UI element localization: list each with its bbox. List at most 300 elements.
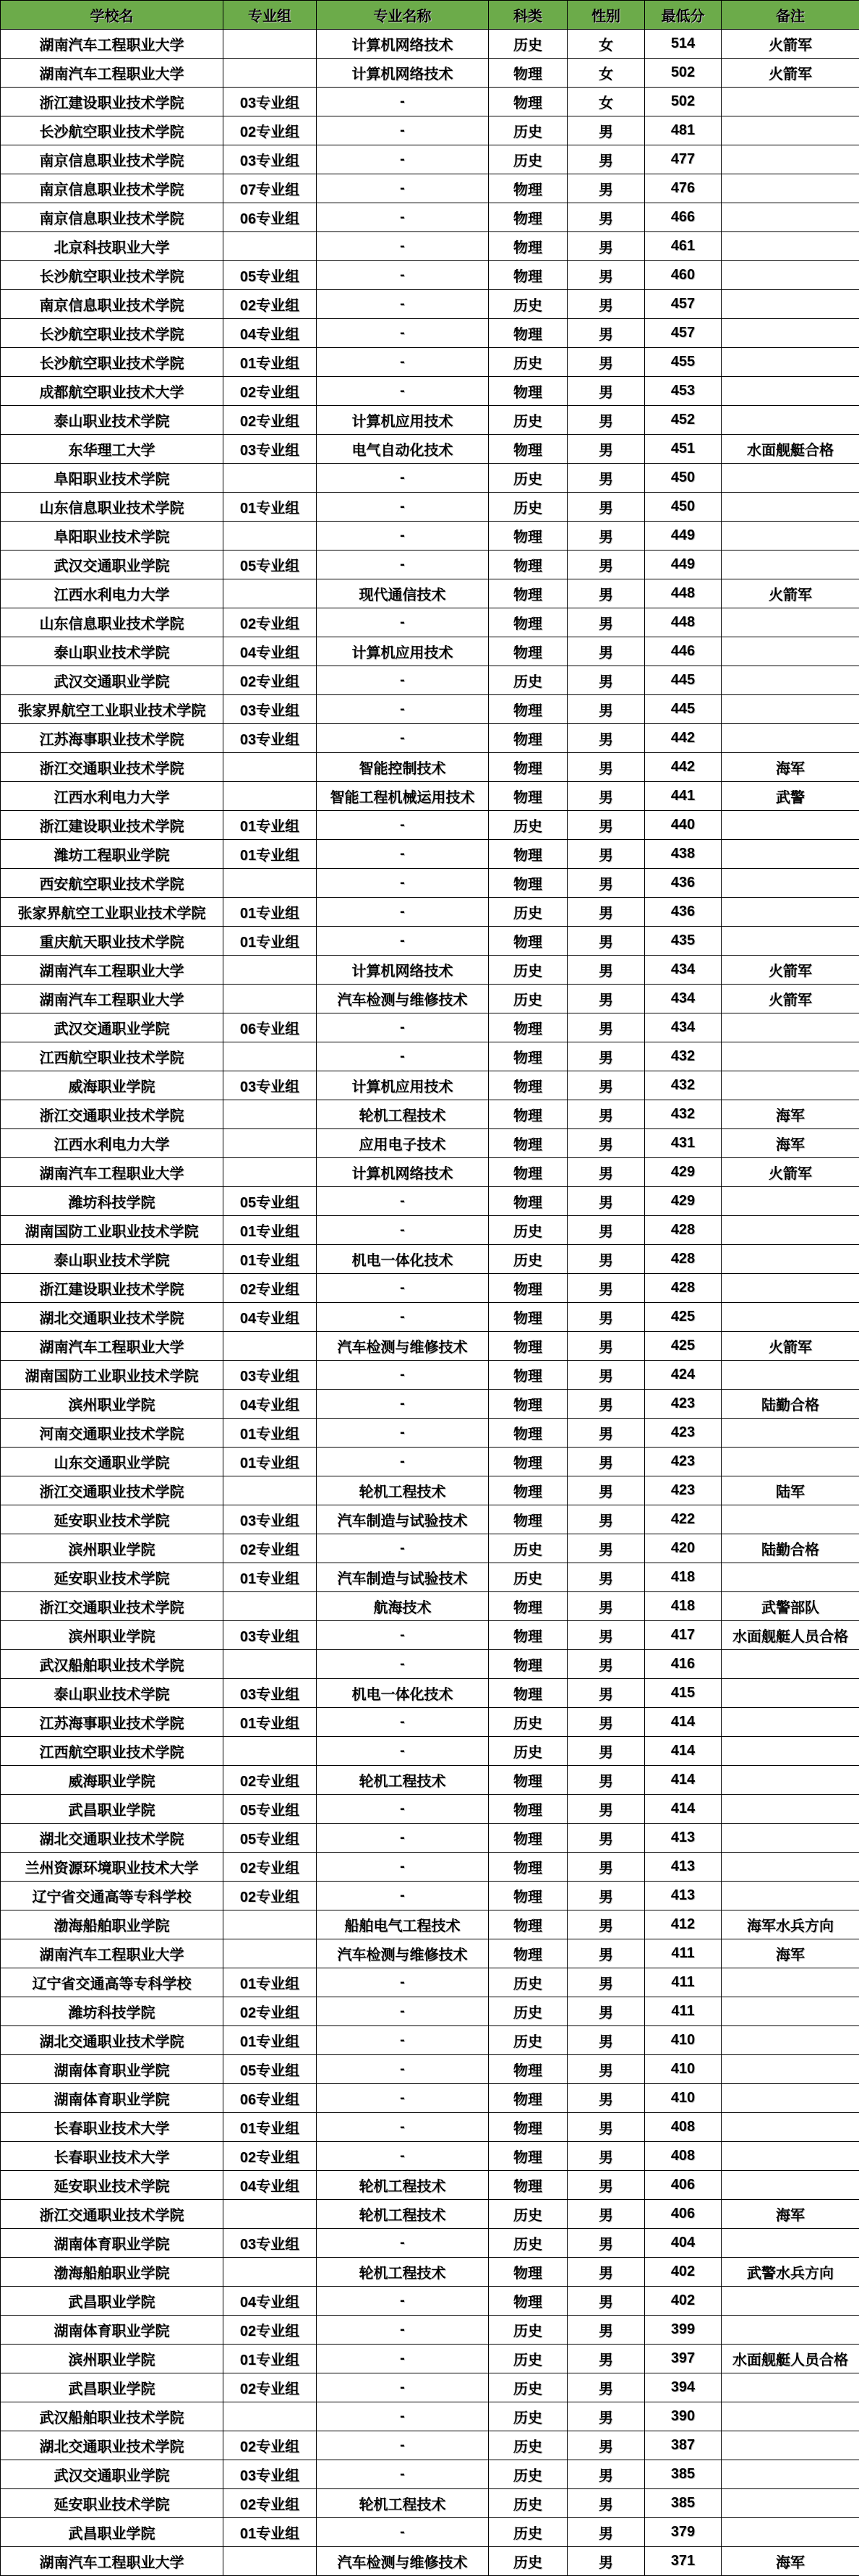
cell-remark <box>722 608 859 637</box>
cell-major-name: - <box>317 1390 489 1419</box>
cell-subject-category: 历史 <box>489 956 568 985</box>
cell-subject-category: 历史 <box>489 2026 568 2055</box>
cell-school-name: 北京科技职业大学 <box>1 232 223 261</box>
table-row <box>1 1968 859 1997</box>
cell-subject-category: 物理 <box>489 1361 568 1390</box>
table-row <box>1 1448 859 1476</box>
table-row <box>1 319 859 348</box>
cell-min-score: 450 <box>645 464 722 493</box>
cell-min-score: 379 <box>645 2518 722 2547</box>
table-row <box>1 1071 859 1100</box>
cell-gender: 男 <box>568 840 645 869</box>
cell-min-score: 429 <box>645 1158 722 1187</box>
cell-remark <box>722 1361 859 1390</box>
column-header-remark: 备注 <box>722 1 859 30</box>
cell-remark <box>722 724 859 753</box>
column-header-school-name: 学校名 <box>1 1 223 30</box>
cell-min-score: 413 <box>645 1824 722 1853</box>
cell-remark: 陆勤合格 <box>722 1534 859 1563</box>
cell-major-group <box>223 1158 317 1187</box>
cell-school-name: 长沙航空职业技术学院 <box>1 319 223 348</box>
cell-major-name: - <box>317 927 489 956</box>
cell-school-name: 长沙航空职业技术学院 <box>1 116 223 145</box>
cell-subject-category: 历史 <box>489 2316 568 2345</box>
cell-remark <box>722 1766 859 1795</box>
cell-school-name: 浙江交通职业技术学院 <box>1 2200 223 2229</box>
cell-subject-category: 物理 <box>489 203 568 232</box>
cell-min-score: 502 <box>645 59 722 88</box>
cell-subject-category: 历史 <box>489 2431 568 2460</box>
cell-remark: 火箭军 <box>722 985 859 1013</box>
cell-remark <box>722 869 859 898</box>
table-row <box>1 1737 859 1766</box>
cell-min-score: 413 <box>645 1853 722 1882</box>
cell-gender: 男 <box>568 2084 645 2113</box>
cell-subject-category: 物理 <box>489 1071 568 1100</box>
cell-major-name: - <box>317 1824 489 1853</box>
cell-school-name: 东华理工大学 <box>1 435 223 464</box>
cell-school-name: 武汉船舶职业技术学院 <box>1 1650 223 1679</box>
cell-major-name: - <box>317 2460 489 2489</box>
cell-min-score: 397 <box>645 2345 722 2373</box>
cell-school-name: 武汉交通职业学院 <box>1 551 223 579</box>
table-row <box>1 724 859 753</box>
cell-remark <box>722 290 859 319</box>
cell-min-score: 432 <box>645 1071 722 1100</box>
cell-major-name: 轮机工程技术 <box>317 1476 489 1505</box>
cell-gender: 男 <box>568 782 645 811</box>
cell-remark <box>722 88 859 116</box>
cell-subject-category: 物理 <box>489 551 568 579</box>
cell-subject-category: 物理 <box>489 579 568 608</box>
cell-major-group <box>223 2200 317 2229</box>
cell-gender: 男 <box>568 927 645 956</box>
cell-min-score: 435 <box>645 927 722 956</box>
cell-school-name: 潍坊工程职业学院 <box>1 840 223 869</box>
cell-min-score: 411 <box>645 1939 722 1968</box>
table-row <box>1 666 859 695</box>
cell-gender: 男 <box>568 2026 645 2055</box>
cell-major-name: - <box>317 319 489 348</box>
table-row <box>1 1505 859 1534</box>
cell-remark <box>722 1708 859 1737</box>
cell-remark <box>722 1274 859 1303</box>
cell-major-name: 轮机工程技术 <box>317 1100 489 1129</box>
cell-major-name: - <box>317 1419 489 1448</box>
cell-major-name: 计算机网络技术 <box>317 956 489 985</box>
table-row <box>1 464 859 493</box>
table-row <box>1 637 859 666</box>
cell-min-score: 402 <box>645 2287 722 2316</box>
cell-min-score: 449 <box>645 551 722 579</box>
cell-subject-category: 物理 <box>489 1332 568 1361</box>
cell-gender: 男 <box>568 203 645 232</box>
cell-major-group: 05专业组 <box>223 261 317 290</box>
table-row <box>1 232 859 261</box>
cell-school-name: 浙江建设职业技术学院 <box>1 1274 223 1303</box>
cell-major-name: 计算机应用技术 <box>317 406 489 435</box>
cell-major-name: 轮机工程技术 <box>317 2489 489 2518</box>
cell-subject-category: 历史 <box>489 2229 568 2258</box>
cell-min-score: 420 <box>645 1534 722 1563</box>
cell-remark <box>722 2026 859 2055</box>
table-row <box>1 1679 859 1708</box>
cell-remark <box>722 666 859 695</box>
cell-major-group <box>223 1910 317 1939</box>
cell-major-name: 汽车检测与维修技术 <box>317 1332 489 1361</box>
column-header-subject-category: 科类 <box>489 1 568 30</box>
cell-major-group: 01专业组 <box>223 840 317 869</box>
cell-major-group: 03专业组 <box>223 2460 317 2489</box>
cell-min-score: 423 <box>645 1448 722 1476</box>
cell-remark <box>722 1303 859 1332</box>
cell-subject-category: 历史 <box>489 406 568 435</box>
cell-remark <box>722 232 859 261</box>
cell-remark <box>722 348 859 377</box>
cell-school-name: 南京信息职业技术学院 <box>1 203 223 232</box>
cell-major-name: - <box>317 1042 489 1071</box>
cell-gender: 男 <box>568 2258 645 2287</box>
cell-gender: 男 <box>568 2113 645 2142</box>
cell-min-score: 408 <box>645 2142 722 2171</box>
cell-subject-category: 物理 <box>489 869 568 898</box>
cell-min-score: 424 <box>645 1361 722 1390</box>
cell-min-score: 431 <box>645 1129 722 1158</box>
cell-remark: 武警部队 <box>722 1592 859 1621</box>
cell-gender: 男 <box>568 551 645 579</box>
table-row <box>1 2171 859 2200</box>
cell-major-group: 05专业组 <box>223 551 317 579</box>
cell-remark <box>722 1216 859 1245</box>
cell-school-name: 武昌职业学院 <box>1 2373 223 2402</box>
table-row <box>1 203 859 232</box>
cell-remark <box>722 406 859 435</box>
cell-major-name: - <box>317 666 489 695</box>
cell-major-group: 01专业组 <box>223 1448 317 1476</box>
cell-min-score: 415 <box>645 1679 722 1708</box>
cell-subject-category: 物理 <box>489 2258 568 2287</box>
cell-gender: 男 <box>568 377 645 406</box>
table-row <box>1 1853 859 1882</box>
cell-remark <box>722 1187 859 1216</box>
cell-major-name: 智能工程机械运用技术 <box>317 782 489 811</box>
cell-subject-category: 物理 <box>489 88 568 116</box>
cell-gender: 男 <box>568 608 645 637</box>
cell-subject-category: 历史 <box>489 2200 568 2229</box>
cell-major-group: 02专业组 <box>223 290 317 319</box>
cell-major-group: 02专业组 <box>223 1534 317 1563</box>
cell-gender: 男 <box>568 1534 645 1563</box>
cell-remark <box>722 2113 859 2142</box>
table-row <box>1 2258 859 2287</box>
cell-major-group: 02专业组 <box>223 1997 317 2026</box>
cell-school-name: 江苏海事职业技术学院 <box>1 1708 223 1737</box>
cell-subject-category: 历史 <box>489 898 568 927</box>
cell-subject-category: 历史 <box>489 1737 568 1766</box>
cell-min-score: 451 <box>645 435 722 464</box>
cell-subject-category: 物理 <box>489 2055 568 2084</box>
cell-major-name: 计算机网络技术 <box>317 59 489 88</box>
cell-gender: 男 <box>568 1910 645 1939</box>
table-row <box>1 261 859 290</box>
table-row <box>1 2373 859 2402</box>
cell-gender: 男 <box>568 1013 645 1042</box>
cell-major-group: 02专业组 <box>223 1766 317 1795</box>
cell-major-group <box>223 1332 317 1361</box>
cell-remark <box>722 2142 859 2171</box>
cell-major-name: 轮机工程技术 <box>317 2258 489 2287</box>
cell-subject-category: 物理 <box>489 1882 568 1910</box>
cell-min-score: 385 <box>645 2489 722 2518</box>
cell-subject-category: 物理 <box>489 1650 568 1679</box>
cell-major-group: 01专业组 <box>223 1708 317 1737</box>
cell-subject-category: 历史 <box>489 30 568 59</box>
cell-min-score: 457 <box>645 319 722 348</box>
cell-subject-category: 物理 <box>489 1100 568 1129</box>
table-row <box>1 2200 859 2229</box>
cell-major-name: - <box>317 2026 489 2055</box>
cell-remark <box>722 377 859 406</box>
cell-gender: 男 <box>568 1476 645 1505</box>
cell-major-name: - <box>317 522 489 551</box>
cell-subject-category: 物理 <box>489 1476 568 1505</box>
cell-remark <box>722 522 859 551</box>
cell-major-name: 机电一体化技术 <box>317 1679 489 1708</box>
table-row <box>1 840 859 869</box>
cell-major-group: 03专业组 <box>223 695 317 724</box>
cell-min-score: 450 <box>645 493 722 522</box>
cell-min-score: 502 <box>645 88 722 116</box>
cell-school-name: 泰山职业技术学院 <box>1 406 223 435</box>
cell-gender: 男 <box>568 1968 645 1997</box>
cell-major-group: 06专业组 <box>223 1013 317 1042</box>
cell-school-name: 浙江交通职业技术学院 <box>1 1592 223 1621</box>
cell-major-name: - <box>317 377 489 406</box>
cell-major-group: 03专业组 <box>223 2229 317 2258</box>
cell-gender: 男 <box>568 261 645 290</box>
cell-subject-category: 物理 <box>489 2287 568 2316</box>
cell-min-score: 434 <box>645 956 722 985</box>
cell-remark <box>722 1505 859 1534</box>
cell-major-group: 07专业组 <box>223 174 317 203</box>
cell-gender: 男 <box>568 1592 645 1621</box>
cell-gender: 男 <box>568 1679 645 1708</box>
cell-school-name: 湖南体育职业学院 <box>1 2084 223 2113</box>
cell-school-name: 湖北交通职业技术学院 <box>1 1303 223 1332</box>
cell-school-name: 武昌职业学院 <box>1 1795 223 1824</box>
cell-major-group: 01专业组 <box>223 2026 317 2055</box>
cell-major-group <box>223 579 317 608</box>
cell-school-name: 滨州职业学院 <box>1 2345 223 2373</box>
cell-min-score: 441 <box>645 782 722 811</box>
table-row <box>1 290 859 319</box>
cell-major-group: 03专业组 <box>223 435 317 464</box>
cell-major-group: 02专业组 <box>223 2142 317 2171</box>
cell-min-score: 371 <box>645 2547 722 2576</box>
table-row <box>1 493 859 522</box>
cell-major-name: 计算机应用技术 <box>317 1071 489 1100</box>
cell-school-name: 浙江建设职业技术学院 <box>1 88 223 116</box>
cell-min-score: 428 <box>645 1274 722 1303</box>
cell-major-group: 03专业组 <box>223 1621 317 1650</box>
cell-school-name: 江西水利电力大学 <box>1 1129 223 1158</box>
cell-major-name: - <box>317 203 489 232</box>
cell-remark: 海军 <box>722 1129 859 1158</box>
table-row <box>1 2489 859 2518</box>
cell-remark <box>722 927 859 956</box>
cell-min-score: 434 <box>645 1013 722 1042</box>
cell-remark <box>722 1013 859 1042</box>
cell-major-name: - <box>317 840 489 869</box>
cell-school-name: 江西航空职业技术学院 <box>1 1737 223 1766</box>
cell-remark <box>722 1071 859 1100</box>
cell-major-group <box>223 1476 317 1505</box>
table-row <box>1 1332 859 1361</box>
cell-major-name: - <box>317 493 489 522</box>
cell-major-group: 01专业组 <box>223 2113 317 2142</box>
cell-major-name: - <box>317 2229 489 2258</box>
cell-school-name: 河南交通职业技术学院 <box>1 1419 223 1448</box>
cell-major-name: 汽车检测与维修技术 <box>317 1939 489 1968</box>
cell-major-group <box>223 1650 317 1679</box>
table-row <box>1 1592 859 1621</box>
cell-remark <box>722 1563 859 1592</box>
cell-school-name: 湖南体育职业学院 <box>1 2055 223 2084</box>
cell-gender: 男 <box>568 1621 645 1650</box>
table-row <box>1 608 859 637</box>
cell-remark: 武警 <box>722 782 859 811</box>
table-row <box>1 1476 859 1505</box>
cell-major-group: 06专业组 <box>223 203 317 232</box>
cell-school-name: 威海职业学院 <box>1 1071 223 1100</box>
cell-major-name: 轮机工程技术 <box>317 1766 489 1795</box>
cell-school-name: 武汉交通职业学院 <box>1 2460 223 2489</box>
cell-subject-category: 历史 <box>489 2402 568 2431</box>
cell-major-group <box>223 956 317 985</box>
cell-major-group: 03专业组 <box>223 1361 317 1390</box>
cell-min-score: 414 <box>645 1737 722 1766</box>
cell-gender: 男 <box>568 522 645 551</box>
cell-min-score: 414 <box>645 1766 722 1795</box>
cell-gender: 男 <box>568 2547 645 2576</box>
cell-min-score: 404 <box>645 2229 722 2258</box>
cell-subject-category: 历史 <box>489 666 568 695</box>
table-row <box>1 1274 859 1303</box>
cell-school-name: 长春职业技术大学 <box>1 2113 223 2142</box>
cell-gender: 男 <box>568 869 645 898</box>
cell-major-name: - <box>317 1708 489 1737</box>
cell-remark <box>722 2171 859 2200</box>
cell-major-group: 05专业组 <box>223 2055 317 2084</box>
cell-remark: 水面舰艇人员合格 <box>722 1621 859 1650</box>
table-row <box>1 2026 859 2055</box>
cell-subject-category: 历史 <box>489 116 568 145</box>
cell-major-name: - <box>317 1216 489 1245</box>
cell-min-score: 440 <box>645 811 722 840</box>
cell-gender: 男 <box>568 1216 645 1245</box>
cell-subject-category: 历史 <box>489 493 568 522</box>
header-row <box>1 1 859 30</box>
cell-major-name: - <box>317 1795 489 1824</box>
cell-major-group <box>223 59 317 88</box>
cell-school-name: 潍坊科技学院 <box>1 1997 223 2026</box>
cell-subject-category: 历史 <box>489 145 568 174</box>
cell-major-name: - <box>317 2431 489 2460</box>
cell-major-group: 02专业组 <box>223 116 317 145</box>
cell-school-name: 湖南汽车工程职业大学 <box>1 956 223 985</box>
cell-major-group: 04专业组 <box>223 1390 317 1419</box>
cell-subject-category: 物理 <box>489 59 568 88</box>
cell-major-group <box>223 1737 317 1766</box>
cell-subject-category: 历史 <box>489 2518 568 2547</box>
cell-major-name: - <box>317 174 489 203</box>
cell-min-score: 423 <box>645 1476 722 1505</box>
cell-remark: 火箭军 <box>722 956 859 985</box>
cell-major-name: - <box>317 145 489 174</box>
cell-gender: 男 <box>568 1795 645 1824</box>
cell-remark <box>722 1737 859 1766</box>
cell-school-name: 山东信息职业技术学院 <box>1 608 223 637</box>
table-row <box>1 956 859 985</box>
cell-gender: 男 <box>568 956 645 985</box>
cell-school-name: 延安职业技术学院 <box>1 1563 223 1592</box>
cell-gender: 男 <box>568 695 645 724</box>
cell-min-score: 432 <box>645 1100 722 1129</box>
cell-school-name: 阜阳职业技术学院 <box>1 464 223 493</box>
cell-school-name: 湖南汽车工程职业大学 <box>1 1939 223 1968</box>
cell-school-name: 长沙航空职业技术学院 <box>1 348 223 377</box>
table-row <box>1 869 859 898</box>
cell-min-score: 481 <box>645 116 722 145</box>
cell-remark: 陆勤合格 <box>722 1390 859 1419</box>
cell-subject-category: 历史 <box>489 464 568 493</box>
cell-remark: 海军 <box>722 2547 859 2576</box>
cell-major-group: 03专业组 <box>223 88 317 116</box>
table-row <box>1 1997 859 2026</box>
table-row <box>1 1882 859 1910</box>
column-header-major-group: 专业组 <box>223 1 317 30</box>
cell-major-name: - <box>317 869 489 898</box>
cell-major-group: 06专业组 <box>223 2084 317 2113</box>
cell-min-score: 514 <box>645 30 722 59</box>
cell-gender: 男 <box>568 1708 645 1737</box>
cell-min-score: 452 <box>645 406 722 435</box>
cell-subject-category: 物理 <box>489 1042 568 1071</box>
table-row <box>1 1795 859 1824</box>
cell-remark: 海军水兵方向 <box>722 1910 859 1939</box>
cell-gender: 男 <box>568 811 645 840</box>
table-row <box>1 551 859 579</box>
cell-subject-category: 历史 <box>489 1997 568 2026</box>
cell-remark <box>722 2084 859 2113</box>
cell-school-name: 湖南体育职业学院 <box>1 2229 223 2258</box>
cell-min-score: 410 <box>645 2055 722 2084</box>
cell-major-name: - <box>317 1882 489 1910</box>
cell-school-name: 泰山职业技术学院 <box>1 1245 223 1274</box>
cell-subject-category: 物理 <box>489 1910 568 1939</box>
cell-school-name: 泰山职业技术学院 <box>1 637 223 666</box>
cell-min-score: 425 <box>645 1303 722 1332</box>
cell-major-group <box>223 464 317 493</box>
cell-school-name: 长沙航空职业技术学院 <box>1 261 223 290</box>
cell-school-name: 成都航空职业技术大学 <box>1 377 223 406</box>
cell-major-group: 01专业组 <box>223 811 317 840</box>
cell-gender: 男 <box>568 1361 645 1390</box>
cell-major-group <box>223 985 317 1013</box>
cell-min-score: 423 <box>645 1419 722 1448</box>
cell-subject-category: 物理 <box>489 927 568 956</box>
cell-major-group: 03专业组 <box>223 724 317 753</box>
